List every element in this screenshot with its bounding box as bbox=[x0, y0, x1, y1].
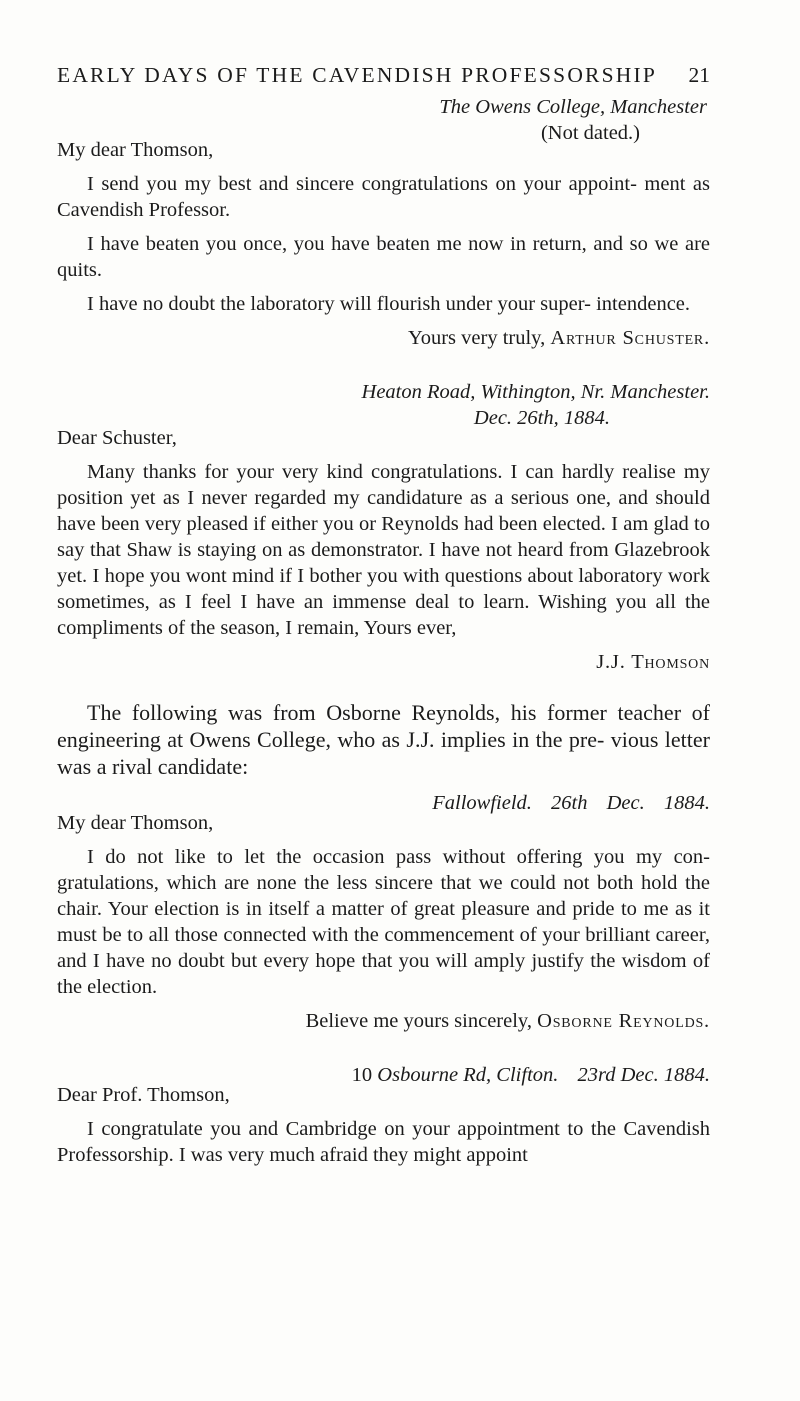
letter3-signoff bbox=[57, 1008, 710, 1034]
letter1-date: (Not dated.) bbox=[540, 122, 640, 144]
letter2-signature: J.J. Thomson bbox=[596, 651, 710, 673]
book-page bbox=[57, 62, 710, 1168]
letter1-place: The Owens College, Manchester bbox=[439, 96, 707, 118]
narrative-text: The following was from Osborne Reynolds, his former teacher of engineering at Owens College, who as J.J. implies in the pre- vious letter was a rival candidate: bbox=[57, 700, 710, 779]
letter2-salutation: Dear Schuster, bbox=[57, 427, 177, 449]
letter3-salutation: My dear Thomson, bbox=[57, 812, 214, 834]
letter3-date: 26th Dec. 1884. bbox=[551, 792, 710, 814]
letter1-closing: Yours very truly, bbox=[407, 327, 546, 349]
letter4-place: Osbourne Rd, Clifton. bbox=[377, 1064, 559, 1086]
letter1-paragraph: I have beaten you once, you have beaten me now in return, and so we are quits. bbox=[57, 233, 710, 281]
letter1-paragraph: I have no doubt the laboratory will flourish under your super- intendence. bbox=[87, 293, 691, 315]
running-header bbox=[57, 62, 710, 88]
letter4-paragraph: I congratulate you and Cambridge on your appointment to the Cavendish Professorship. I was very much afraid they might appoint bbox=[57, 1118, 710, 1166]
letter1-paragraph: I send you my best and sincere congratulations on your appoint- ment as Cavendish Professor. bbox=[57, 173, 710, 221]
letter1-salutation: My dear Thomson, bbox=[57, 139, 214, 161]
letter2-date: Dec. 26th, 1884. bbox=[473, 407, 610, 429]
page-number: 21 bbox=[688, 63, 710, 87]
letter2-paragraph: Many thanks for your very kind congratulations. I can hardly realise my position yet as I never regarded my candidature as a serious one, and should have been very pleased if either you or Reynolds had been elected. I am glad to say that Shaw is staying on as demonstrator. I have not heard from Glazebrook yet. I hope you wont mind if I bother you with questions about laboratory work sometimes, as I feel I have an immense deal to learn. Wishing you all the compliments of the season, I remain, Yours ever, bbox=[57, 461, 710, 639]
letter3-signature: Osborne Reynolds. bbox=[537, 1010, 710, 1032]
letter3-paragraph: I do not like to let the occasion pass without offering you my con- gratulations, which are none the less sincere that we could not both hold the chair. Your election is in itself a matter of great pleasure and pride to me as it must be to all those connected with the commencement of your brilliant career, and I have no doubt but every hope that you will amply justify the wisdom of the election. bbox=[57, 846, 710, 998]
header-title: EARLY DAYS OF THE CAVENDISH PROFESSORSHIP bbox=[57, 63, 657, 87]
letter4-salutation: Dear Prof. Thomson, bbox=[57, 1084, 230, 1106]
letter2-place: Heaton Road, Withington, Nr. Manchester. bbox=[361, 381, 710, 403]
letter3-place: Fallowfield. bbox=[432, 792, 532, 814]
letter4-date: 23rd Dec. 1884. bbox=[577, 1064, 710, 1086]
letter1-signature: Arthur Schuster. bbox=[550, 327, 710, 349]
letter3-closing: Believe me yours sincerely, bbox=[305, 1010, 532, 1032]
letter4-number: 10 bbox=[351, 1064, 373, 1086]
letter1-signoff bbox=[57, 325, 710, 351]
